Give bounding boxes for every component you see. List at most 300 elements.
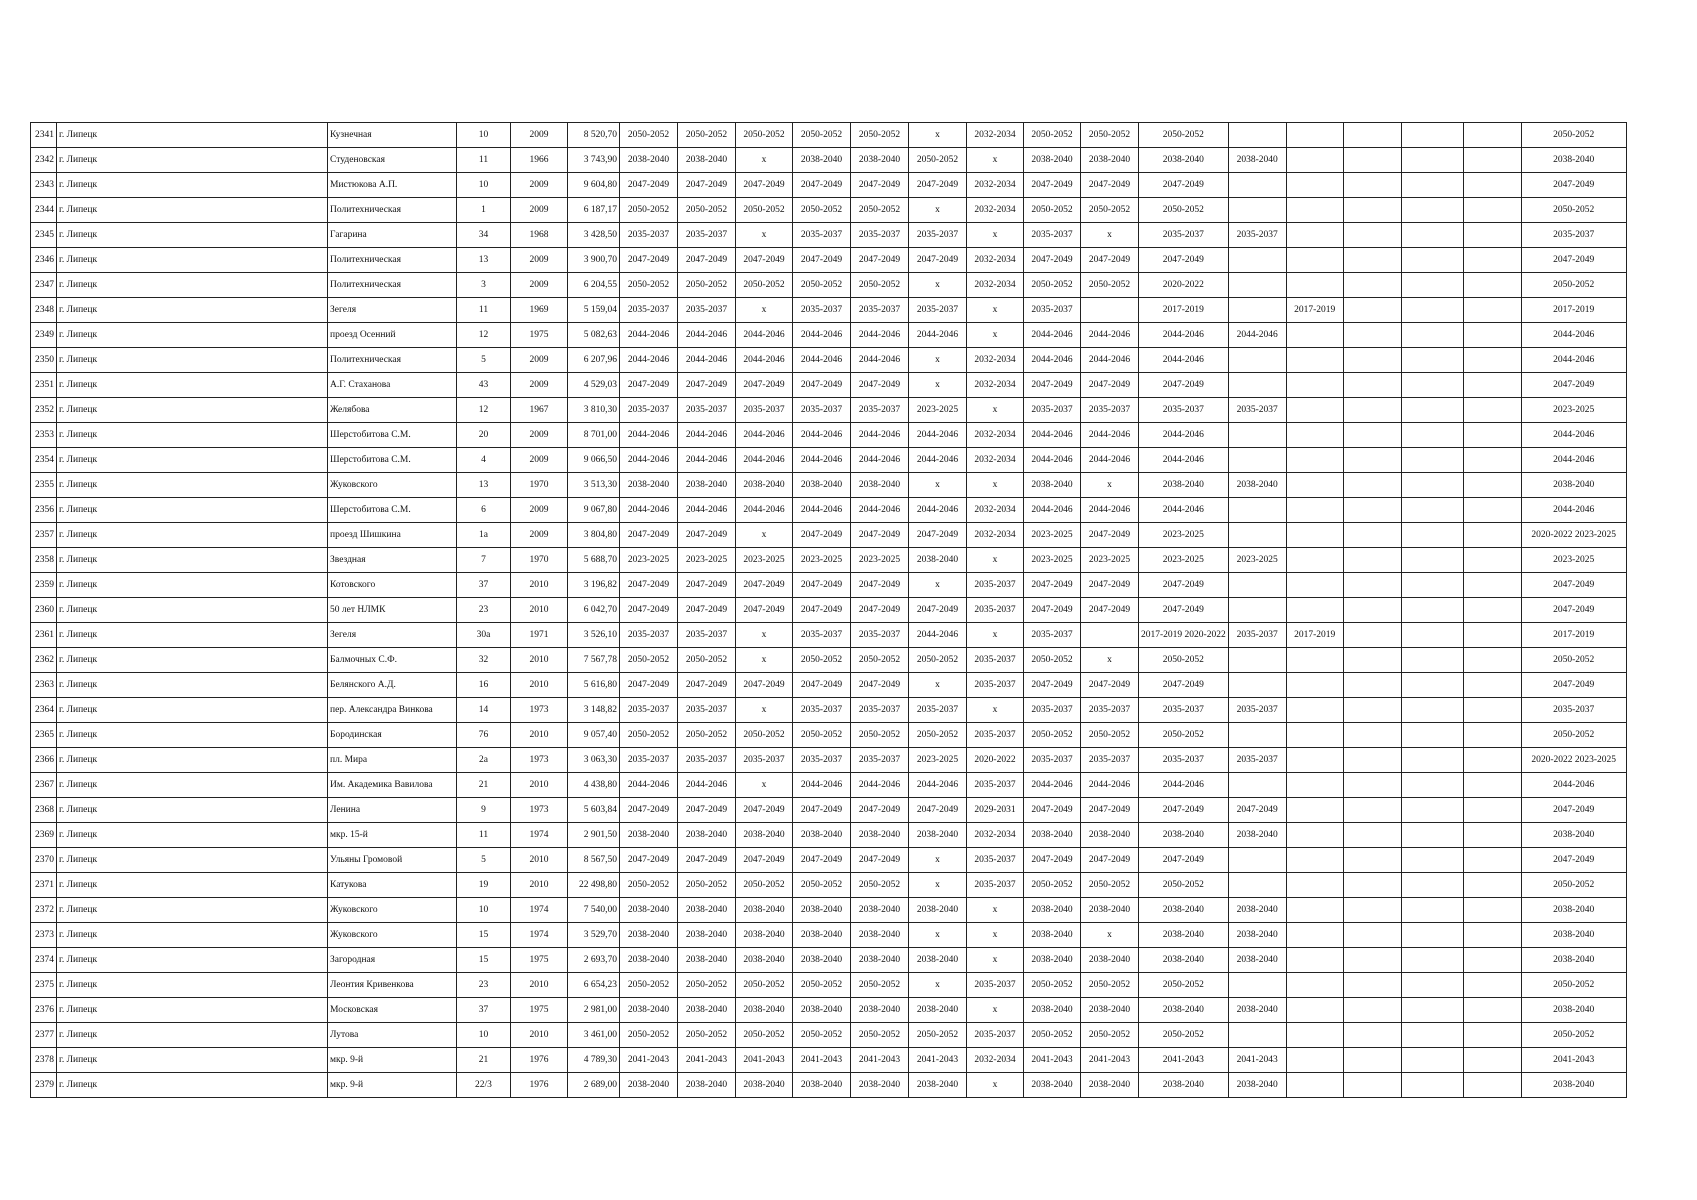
cell-period-3: 2038-2040 [736,923,793,948]
cell-period-4: 2041-2043 [793,1048,851,1073]
cell-period-8: 2035-2037 [1024,398,1081,423]
cell-period-5: 2035-2037 [851,298,909,323]
cell-period-1: 2044-2046 [620,423,678,448]
cell-period-8: 2044-2046 [1024,348,1081,373]
cell-area: 6 207,96 [568,348,620,373]
cell-house-number: 16 [457,673,511,698]
cell-period-8: 2038-2040 [1024,1073,1081,1098]
cell-final-period: 2044-2046 [1521,448,1626,473]
cell-city: г. Липецк [57,1023,328,1048]
cell-year-built: 1970 [511,473,568,498]
cell-period-9: 2041-2043 [1081,1048,1139,1073]
cell-period-13 [1343,123,1401,148]
cell-period-2: 2038-2040 [678,948,736,973]
cell-period-13 [1343,398,1401,423]
cell-period-5: 2035-2037 [851,698,909,723]
cell-period-3: 2047-2049 [736,573,793,598]
cell-period-6: х [909,198,967,223]
cell-period-11: 2038-2040 [1228,998,1286,1023]
cell-period-12 [1286,498,1343,523]
cell-period-3: х [736,148,793,173]
cell-period-14 [1401,873,1463,898]
cell-period-10: 2017-2019 [1139,298,1229,323]
cell-period-14 [1401,823,1463,848]
cell-period-8: 2023-2025 [1024,548,1081,573]
cell-period-8: 2038-2040 [1024,473,1081,498]
cell-street: Леонтия Кривенкова [328,973,457,998]
cell-area: 2 901,50 [568,823,620,848]
cell-house-number: 21 [457,1048,511,1073]
cell-final-period: 2035-2037 [1521,698,1626,723]
cell-area: 3 900,70 [568,248,620,273]
cell-period-15 [1463,273,1521,298]
cell-period-13 [1343,773,1401,798]
cell-period-2: 2047-2049 [678,598,736,623]
cell-area: 3 428,50 [568,223,620,248]
cell-year-built: 1975 [511,323,568,348]
cell-period-15 [1463,548,1521,573]
cell-street: Белянского А.Д. [328,673,457,698]
cell-period-12 [1286,123,1343,148]
cell-period-4: 2035-2037 [793,223,851,248]
cell-period-5: 2047-2049 [851,248,909,273]
cell-period-2: 2038-2040 [678,998,736,1023]
cell-street: Котовского [328,573,457,598]
cell-period-8: 2047-2049 [1024,673,1081,698]
cell-street: Ульяны Громовой [328,848,457,873]
table-row [31,723,1627,748]
cell-period-3: х [736,523,793,548]
cell-row-number: 2373 [31,923,57,948]
cell-period-1: 2035-2037 [620,398,678,423]
cell-city: г. Липецк [57,823,328,848]
cell-period-1: 2047-2049 [620,798,678,823]
cell-city: г. Липецк [57,998,328,1023]
cell-house-number: 11 [457,148,511,173]
cell-period-4: 2047-2049 [793,673,851,698]
cell-period-12 [1286,1048,1343,1073]
cell-period-10: 2044-2046 [1139,323,1229,348]
cell-period-2: 2044-2046 [678,423,736,448]
cell-period-6: 2041-2043 [909,1048,967,1073]
cell-city: г. Липецк [57,398,328,423]
cell-area: 6 654,23 [568,973,620,998]
cell-period-5: 2038-2040 [851,948,909,973]
cell-period-1: 2035-2037 [620,698,678,723]
cell-period-4: 2050-2052 [793,723,851,748]
cell-house-number: 43 [457,373,511,398]
cell-period-10: 2038-2040 [1139,1073,1229,1098]
cell-row-number: 2355 [31,473,57,498]
table-row [31,273,1627,298]
cell-period-15 [1463,573,1521,598]
cell-period-7: х [967,623,1024,648]
cell-period-7: 2020-2022 [967,748,1024,773]
cell-period-13 [1343,273,1401,298]
cell-period-9: 2038-2040 [1081,948,1139,973]
cell-period-12 [1286,1073,1343,1098]
cell-period-2: 2047-2049 [678,673,736,698]
cell-period-10: 2044-2046 [1139,423,1229,448]
cell-final-period: 2041-2043 [1521,1048,1626,1073]
cell-city: г. Липецк [57,898,328,923]
cell-area: 5 603,84 [568,798,620,823]
cell-period-1: 2035-2037 [620,748,678,773]
cell-period-2: 2050-2052 [678,723,736,748]
cell-row-number: 2362 [31,648,57,673]
cell-year-built: 2009 [511,273,568,298]
cell-period-9: 2047-2049 [1081,523,1139,548]
cell-period-7: 2032-2034 [967,348,1024,373]
cell-period-15 [1463,1023,1521,1048]
cell-period-15 [1463,648,1521,673]
cell-period-11 [1228,523,1286,548]
cell-period-7: 2032-2034 [967,173,1024,198]
cell-period-5: 2041-2043 [851,1048,909,1073]
cell-city: г. Липецк [57,373,328,398]
cell-period-3: 2047-2049 [736,848,793,873]
cell-period-12 [1286,898,1343,923]
cell-period-13 [1343,848,1401,873]
cell-period-6: х [909,673,967,698]
cell-period-13 [1343,948,1401,973]
table-row [31,598,1627,623]
cell-period-14 [1401,598,1463,623]
cell-period-13 [1343,298,1401,323]
cell-period-14 [1401,173,1463,198]
cell-period-8: 2050-2052 [1024,198,1081,223]
cell-period-5: 2047-2049 [851,373,909,398]
cell-house-number: 5 [457,848,511,873]
cell-final-period: 2047-2049 [1521,673,1626,698]
cell-street: Желябова [328,398,457,423]
cell-period-3: 2047-2049 [736,173,793,198]
cell-period-1: 2035-2037 [620,223,678,248]
cell-period-3: х [736,298,793,323]
cell-city: г. Липецк [57,523,328,548]
cell-period-4: 2050-2052 [793,198,851,223]
table-row [31,448,1627,473]
cell-period-6: 2038-2040 [909,948,967,973]
cell-period-14 [1401,923,1463,948]
cell-period-10: 2023-2025 [1139,523,1229,548]
cell-period-9: 2044-2046 [1081,448,1139,473]
cell-final-period: 2047-2049 [1521,573,1626,598]
cell-period-14 [1401,498,1463,523]
cell-period-5: 2035-2037 [851,398,909,423]
cell-period-15 [1463,773,1521,798]
cell-period-4: 2038-2040 [793,948,851,973]
cell-period-7: х [967,298,1024,323]
cell-period-2: 2044-2046 [678,498,736,523]
cell-period-10: 2047-2049 [1139,798,1229,823]
cell-period-1: 2038-2040 [620,148,678,173]
cell-period-3: 2044-2046 [736,448,793,473]
cell-year-built: 1973 [511,698,568,723]
cell-final-period: 2020-2022 2023-2025 [1521,748,1626,773]
cell-period-7: 2035-2037 [967,648,1024,673]
cell-period-6: 2038-2040 [909,1073,967,1098]
cell-period-4: 2047-2049 [793,373,851,398]
cell-period-3: 2038-2040 [736,898,793,923]
cell-period-12 [1286,148,1343,173]
cell-house-number: 15 [457,948,511,973]
cell-period-5: 2038-2040 [851,898,909,923]
cell-period-14 [1401,773,1463,798]
cell-house-number: 13 [457,473,511,498]
cell-period-15 [1463,998,1521,1023]
cell-city: г. Липецк [57,148,328,173]
cell-street: Загородная [328,948,457,973]
cell-period-2: 2038-2040 [678,473,736,498]
cell-period-14 [1401,748,1463,773]
cell-period-12 [1286,998,1343,1023]
cell-final-period: 2047-2049 [1521,848,1626,873]
cell-period-7: 2035-2037 [967,973,1024,998]
cell-period-3: 2047-2049 [736,598,793,623]
cell-period-3: 2050-2052 [736,973,793,998]
cell-period-8: 2044-2046 [1024,498,1081,523]
cell-city: г. Липецк [57,623,328,648]
cell-year-built: 2010 [511,648,568,673]
cell-period-2: 2038-2040 [678,148,736,173]
cell-period-15 [1463,723,1521,748]
cell-period-15 [1463,398,1521,423]
cell-period-2: 2035-2037 [678,298,736,323]
cell-area: 9 057,40 [568,723,620,748]
cell-final-period: 2044-2046 [1521,323,1626,348]
cell-period-7: х [967,148,1024,173]
cell-period-2: 2050-2052 [678,873,736,898]
cell-period-15 [1463,523,1521,548]
cell-area: 2 981,00 [568,998,620,1023]
cell-period-13 [1343,598,1401,623]
cell-period-11: 2038-2040 [1228,923,1286,948]
cell-period-9: х [1081,923,1139,948]
cell-year-built: 2010 [511,673,568,698]
cell-area: 6 204,55 [568,273,620,298]
cell-period-13 [1343,423,1401,448]
cell-house-number: 37 [457,998,511,1023]
cell-period-13 [1343,373,1401,398]
cell-row-number: 2375 [31,973,57,998]
cell-period-3: 2038-2040 [736,473,793,498]
cell-period-4: 2047-2049 [793,573,851,598]
cell-period-10: 2038-2040 [1139,948,1229,973]
cell-year-built: 2010 [511,773,568,798]
cell-period-12 [1286,1023,1343,1048]
cell-city: г. Липецк [57,748,328,773]
cell-street: Балмочных С.Ф. [328,648,457,673]
cell-period-10: 2038-2040 [1139,148,1229,173]
cell-period-8: 2047-2049 [1024,848,1081,873]
cell-year-built: 2009 [511,173,568,198]
cell-period-6: х [909,473,967,498]
cell-period-4: 2047-2049 [793,798,851,823]
cell-period-2: 2044-2046 [678,348,736,373]
cell-period-4: 2047-2049 [793,173,851,198]
cell-area: 3 529,70 [568,923,620,948]
cell-period-9: х [1081,648,1139,673]
cell-period-10: 2050-2052 [1139,648,1229,673]
cell-city: г. Липецк [57,973,328,998]
cell-period-1: 2041-2043 [620,1048,678,1073]
cell-period-3: 2050-2052 [736,723,793,748]
cell-house-number: 13 [457,248,511,273]
cell-period-3: 2038-2040 [736,948,793,973]
cell-street: проезд Осенний [328,323,457,348]
cell-house-number: 2а [457,748,511,773]
cell-final-period: 2050-2052 [1521,973,1626,998]
cell-year-built: 1970 [511,548,568,573]
cell-period-5: 2047-2049 [851,673,909,698]
cell-period-1: 2038-2040 [620,823,678,848]
cell-period-9: 2044-2046 [1081,348,1139,373]
cell-period-6: х [909,273,967,298]
cell-street: А.Г. Стаханова [328,373,457,398]
cell-period-15 [1463,248,1521,273]
table-row [31,398,1627,423]
cell-period-13 [1343,748,1401,773]
cell-period-14 [1401,1048,1463,1073]
cell-period-2: 2038-2040 [678,898,736,923]
cell-period-15 [1463,873,1521,898]
cell-period-11: 2035-2037 [1228,698,1286,723]
cell-period-8: 2050-2052 [1024,1023,1081,1048]
cell-period-11 [1228,573,1286,598]
cell-house-number: 20 [457,423,511,448]
cell-year-built: 2010 [511,973,568,998]
cell-period-3: 2035-2037 [736,398,793,423]
cell-city: г. Липецк [57,698,328,723]
cell-period-15 [1463,198,1521,223]
cell-period-6: х [909,973,967,998]
cell-period-6: 2044-2046 [909,623,967,648]
cell-period-14 [1401,848,1463,873]
cell-period-6: 2035-2037 [909,698,967,723]
cell-period-13 [1343,698,1401,723]
cell-period-8: 2050-2052 [1024,873,1081,898]
cell-row-number: 2361 [31,623,57,648]
cell-period-9: 2050-2052 [1081,273,1139,298]
cell-period-13 [1343,1023,1401,1048]
cell-period-8: 2035-2037 [1024,698,1081,723]
cell-final-period: 2047-2049 [1521,598,1626,623]
cell-year-built: 2010 [511,848,568,873]
cell-period-13 [1343,248,1401,273]
cell-period-13 [1343,898,1401,923]
cell-period-8: 2047-2049 [1024,598,1081,623]
cell-period-14 [1401,1023,1463,1048]
cell-period-2: 2035-2037 [678,698,736,723]
cell-house-number: 23 [457,973,511,998]
cell-period-11 [1228,123,1286,148]
cell-period-8: 2047-2049 [1024,373,1081,398]
cell-period-1: 2047-2049 [620,248,678,273]
cell-house-number: 23 [457,598,511,623]
cell-period-5: 2044-2046 [851,773,909,798]
cell-period-4: 2038-2040 [793,998,851,1023]
cell-period-2: 2050-2052 [678,123,736,148]
cell-period-1: 2050-2052 [620,973,678,998]
cell-row-number: 2347 [31,273,57,298]
cell-year-built: 1976 [511,1073,568,1098]
cell-house-number: 10 [457,898,511,923]
cell-period-4: 2035-2037 [793,623,851,648]
cell-area: 3 743,90 [568,148,620,173]
cell-period-14 [1401,523,1463,548]
cell-period-9: 2047-2049 [1081,573,1139,598]
cell-period-10: 2050-2052 [1139,123,1229,148]
cell-period-5: 2038-2040 [851,1073,909,1098]
cell-period-13 [1343,173,1401,198]
cell-area: 5 616,80 [568,673,620,698]
cell-period-8: 2023-2025 [1024,523,1081,548]
table-row [31,248,1627,273]
cell-area: 3 196,82 [568,573,620,598]
cell-period-14 [1401,798,1463,823]
cell-period-7: 2032-2034 [967,448,1024,473]
cell-period-14 [1401,573,1463,598]
cell-period-5: 2050-2052 [851,123,909,148]
cell-area: 3 063,30 [568,748,620,773]
cell-period-12 [1286,523,1343,548]
cell-period-7: 2032-2034 [967,273,1024,298]
cell-period-10: 2038-2040 [1139,473,1229,498]
cell-period-10: 2023-2025 [1139,548,1229,573]
cell-period-6: 2050-2052 [909,148,967,173]
cell-period-11: 2035-2037 [1228,623,1286,648]
cell-period-14 [1401,973,1463,998]
cell-year-built: 2009 [511,523,568,548]
cell-period-8: 2035-2037 [1024,748,1081,773]
cell-period-8: 2050-2052 [1024,123,1081,148]
table-row [31,473,1627,498]
cell-period-11 [1228,273,1286,298]
cell-period-14 [1401,698,1463,723]
cell-period-3: 2041-2043 [736,1048,793,1073]
cell-period-5: 2050-2052 [851,198,909,223]
cell-period-12 [1286,748,1343,773]
cell-period-10: 2038-2040 [1139,998,1229,1023]
cell-period-15 [1463,848,1521,873]
cell-period-8: 2038-2040 [1024,923,1081,948]
cell-period-15 [1463,298,1521,323]
cell-period-13 [1343,973,1401,998]
cell-street: Катукова [328,873,457,898]
cell-period-3: 2035-2037 [736,748,793,773]
cell-period-6: 2023-2025 [909,398,967,423]
cell-period-8: 2035-2037 [1024,223,1081,248]
cell-period-9: 2050-2052 [1081,1023,1139,1048]
cell-period-2: 2047-2049 [678,798,736,823]
cell-final-period: 2044-2046 [1521,773,1626,798]
cell-period-14 [1401,473,1463,498]
cell-period-8: 2035-2037 [1024,298,1081,323]
cell-row-number: 2342 [31,148,57,173]
cell-period-15 [1463,423,1521,448]
cell-year-built: 2009 [511,348,568,373]
cell-area: 3 513,30 [568,473,620,498]
cell-period-1: 2050-2052 [620,723,678,748]
table-body [31,123,1627,1098]
cell-city: г. Липецк [57,848,328,873]
cell-period-10: 2047-2049 [1139,373,1229,398]
cell-period-6: 2047-2049 [909,798,967,823]
cell-final-period: 2050-2052 [1521,723,1626,748]
cell-period-13 [1343,998,1401,1023]
cell-period-2: 2047-2049 [678,848,736,873]
